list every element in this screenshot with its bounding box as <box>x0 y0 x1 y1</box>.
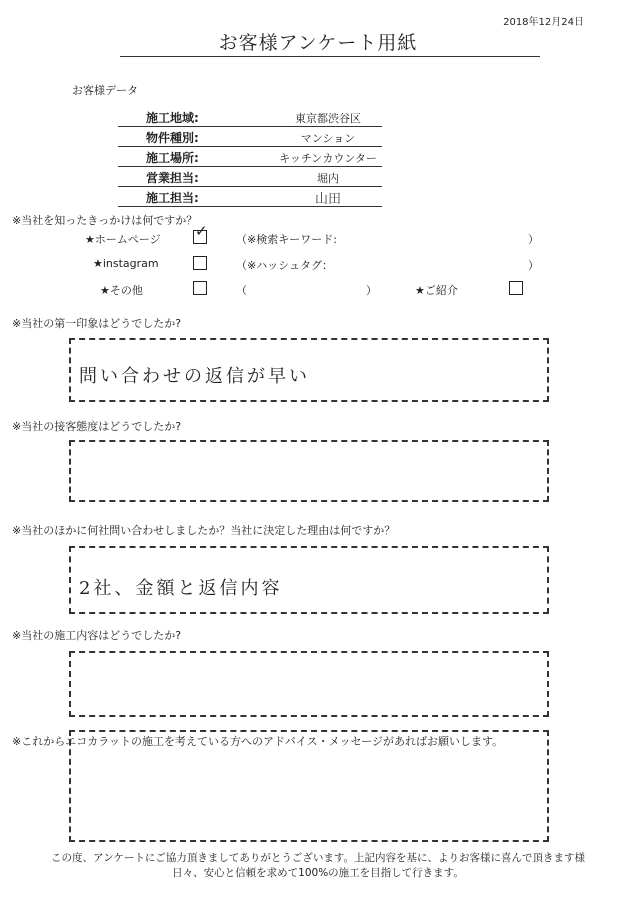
homepage-checkbox[interactable] <box>193 230 207 244</box>
q3-answer-box[interactable] <box>69 440 549 502</box>
instagram-checkbox[interactable] <box>193 256 207 270</box>
page-title: お客様アンケート用紙 <box>218 32 418 54</box>
data-row-installer <box>118 187 382 207</box>
installer-value: 山田 <box>314 192 341 207</box>
hashtag-close-paren: ） <box>528 259 539 272</box>
data-row-area <box>118 107 382 127</box>
area-value: 東京都渋谷区 <box>295 112 361 125</box>
sales-rep-value: 堀内 <box>317 172 339 185</box>
q2-answer-text: 問い合わせの返信が早い <box>79 366 310 387</box>
keyword-close-paren: ） <box>528 233 539 246</box>
q4-answer-text: 2社、金額と返信内容 <box>79 578 283 599</box>
other-checkbox[interactable] <box>193 281 207 295</box>
area-label: 施工地域: <box>146 111 199 125</box>
q4-answer-box[interactable] <box>69 546 549 614</box>
q4-question: ※当社のほかに何社問い合わせしましたか？当社に決定した理由は何ですか？ <box>12 524 396 537</box>
property-type-label: 物件種別: <box>146 131 199 145</box>
customer-data-heading: お客様データ <box>72 84 138 97</box>
hashtag-label: （※ハッシュタグ： <box>236 259 333 272</box>
property-type-value: マンション <box>300 132 356 145</box>
option-other-label: ★その他 <box>100 284 143 297</box>
q3-question: ※当社の接客態度はどうでしたか? <box>12 420 182 433</box>
referral-checkbox[interactable] <box>509 281 523 295</box>
q6-answer-box[interactable] <box>69 730 549 842</box>
location-label: 施工場所: <box>146 151 199 165</box>
q2-answer-box[interactable] <box>69 338 549 402</box>
other-close-paren: ） <box>366 284 377 297</box>
data-row-property <box>118 127 382 147</box>
other-open-paren: （ <box>236 284 247 297</box>
data-row-sales <box>118 167 382 187</box>
keyword-label: （※検索キーワード: <box>236 233 337 246</box>
footer-line-1: この度、アンケートにご協力頂きましてありがとうございます。上記内容を基に、よりお客様に喜んで頂きます様 <box>50 852 586 864</box>
footer-line-2: 日々、安心と信頼を求めて100%の施工を目指して行きます。 <box>172 867 464 879</box>
title-underline <box>120 56 540 57</box>
option-homepage-label: ★ホームページ <box>85 233 161 246</box>
survey-date: 2018年12月24日 <box>503 17 584 28</box>
option-referral-label: ★ご紹介 <box>415 284 458 297</box>
q1-question: ※当社を知ったきっかけは何ですか？ <box>12 214 198 227</box>
q5-answer-box[interactable] <box>69 651 549 717</box>
data-row-location <box>118 147 382 167</box>
installer-label: 施工担当: <box>146 191 199 205</box>
footer-message <box>0 851 636 881</box>
q5-question: ※当社の施工内容はどうでしたか? <box>12 629 182 642</box>
option-instagram-label: ★instagram <box>93 257 159 270</box>
q2-question: ※当社の第一印象はどうでしたか? <box>12 317 182 330</box>
location-value: キッチンカウンター <box>279 152 377 165</box>
q6-question: ※これからエコカラットの施工を考えている方へのアドバイス・メッセージがあればお願いします。 <box>12 735 504 748</box>
sales-rep-label: 営業担当: <box>146 171 199 185</box>
customer-data-table <box>118 107 382 207</box>
